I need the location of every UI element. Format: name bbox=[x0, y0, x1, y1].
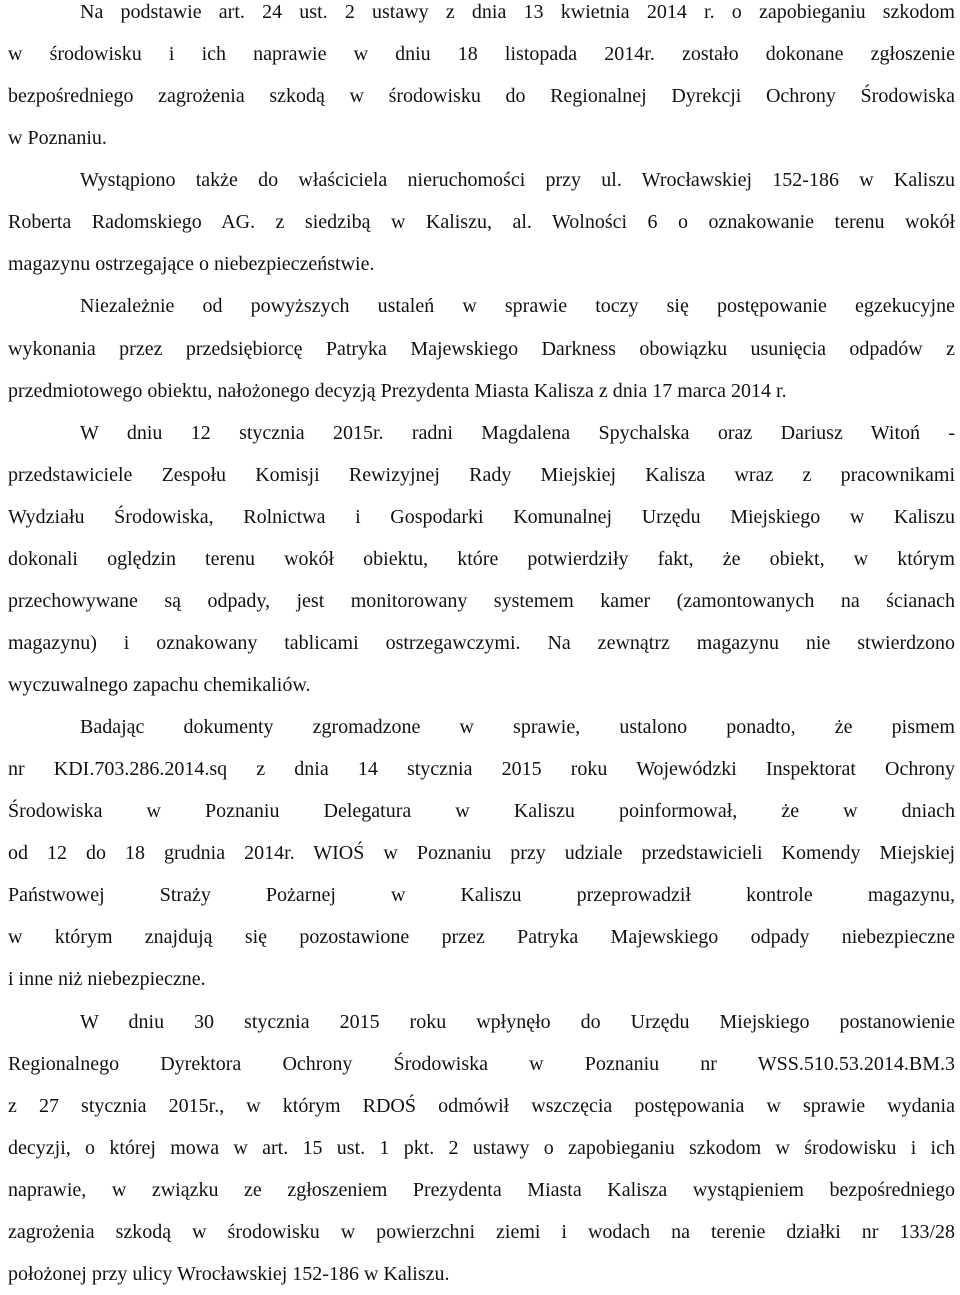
paragraph bbox=[8, 159, 955, 285]
text-line: W dniu 30 stycznia 2015 roku wpłynęło do Urzędu Miejskiego postanowienie bbox=[80, 1010, 955, 1033]
text-line: w środowisku i ich naprawie w dniu 18 listopada 2014r. zostało dokonane zgłoszenie bbox=[8, 43, 955, 66]
text-line: magazynu) i oznakowany tablicami ostrzegawczymi. Na zewnątrz magazynu nie stwierdzono bbox=[8, 631, 955, 654]
text-line: wykonania przez przedsiębiorcę Patryka Majewskiego Darkness obowiązku usunięcia odpadów z bbox=[8, 337, 955, 360]
text-line: Wydziału Środowiska, Rolnictwa i Gospodarki Komunalnej Urzędu Miejskiego w Kaliszu bbox=[8, 505, 955, 528]
text-line: Środowiska w Poznaniu Delegatura w Kaliszu poinformował, że w dniach bbox=[8, 800, 955, 823]
text-line: Państwowej Straży Pożarnej w Kaliszu przeprowadził kontrole magazynu, bbox=[8, 884, 955, 907]
paragraph bbox=[8, 0, 955, 159]
text-line: wyczuwalnego zapachu chemikaliów. bbox=[8, 674, 311, 696]
text-line: W dniu 12 stycznia 2015r. radni Magdalena Spychalska oraz Dariusz Witoń - bbox=[80, 421, 955, 444]
text-line: Na podstawie art. 24 ust. 2 ustawy z dnia 13 kwietnia 2014 r. o zapobieganiu szkodom bbox=[80, 1, 955, 23]
text-line: Niezależnie od powyższych ustaleń w sprawie toczy się postępowanie egzekucyjne bbox=[80, 295, 955, 318]
text-line: Wystąpiono także do właściciela nieruchomości przy ul. Wrocławskiej 152-186 w Kaliszu bbox=[80, 169, 955, 192]
text-line: Regionalnego Dyrektora Ochrony Środowiska w Poznaniu nr WSS.510.53.2014.BM.3 bbox=[8, 1052, 955, 1075]
paragraph bbox=[8, 285, 955, 411]
text-line: w Poznaniu. bbox=[8, 127, 107, 150]
text-line: od 12 do 18 grudnia 2014r. WIOŚ w Poznaniu przy udziale przedstawicieli Komendy Miejskiej bbox=[8, 842, 955, 865]
text-line: i inne niż niebezpieczne. bbox=[8, 968, 206, 991]
paragraph bbox=[8, 1001, 955, 1295]
text-line: w którym znajdują się pozostawione przez Patryka Majewskiego odpady niebezpieczne bbox=[8, 926, 955, 949]
text-line: przechowywane są odpady, jest monitorowany systemem kamer (zamontowanych na ścianach bbox=[8, 589, 955, 612]
paragraph bbox=[8, 412, 955, 706]
text-line: z 27 stycznia 2015r., w którym RDOŚ odmówił wszczęcia postępowania w sprawie wydania bbox=[8, 1094, 955, 1117]
text-line: dokonali oględzin terenu wokół obiektu, które potwierdziły fakt, że obiekt, w którym bbox=[8, 547, 955, 570]
text-line: magazynu ostrzegające o niebezpieczeństwie. bbox=[8, 253, 375, 276]
text-line: naprawie, w związku ze zgłoszeniem Prezydenta Miasta Kalisza wystąpieniem bezpośredniego bbox=[8, 1178, 955, 1201]
text-line: decyzji, o której mowa w art. 15 ust. 1 pkt. 2 ustawy o zapobieganiu szkodom w środowisku i ich bbox=[8, 1136, 955, 1159]
text-line: nr KDI.703.286.2014.sq z dnia 14 stycznia 2015 roku Wojewódzki Inspektorat Ochrony bbox=[8, 758, 955, 781]
text-line: przedstawiciele Zespołu Komisji Rewizyjnej Rady Miejskiej Kalisza wraz z pracownikami bbox=[8, 463, 955, 486]
text-line: Badając dokumenty zgromadzone w sprawie, ustalono ponadto, że pismem bbox=[80, 716, 955, 739]
text-line: zagrożenia szkodą w środowisku w powierzchni ziemi i wodach na terenie działki nr 133/28 bbox=[8, 1220, 955, 1243]
text-line: przedmiotowego obiektu, nałożonego decyzją Prezydenta Miasta Kalisza z dnia 17 marca 2014 r. bbox=[8, 379, 787, 402]
text-line: bezpośredniego zagrożenia szkodą w środowisku do Regionalnej Dyrekcji Ochrony Środowiska bbox=[8, 85, 955, 108]
document-body bbox=[8, 0, 955, 1295]
paragraph bbox=[8, 706, 955, 1000]
text-line: Roberta Radomskiego AG. z siedzibą w Kaliszu, al. Wolności 6 o oznakowanie terenu wokół bbox=[8, 211, 955, 234]
text-line: położonej przy ulicy Wrocławskiej 152-186 w Kaliszu. bbox=[8, 1262, 450, 1285]
